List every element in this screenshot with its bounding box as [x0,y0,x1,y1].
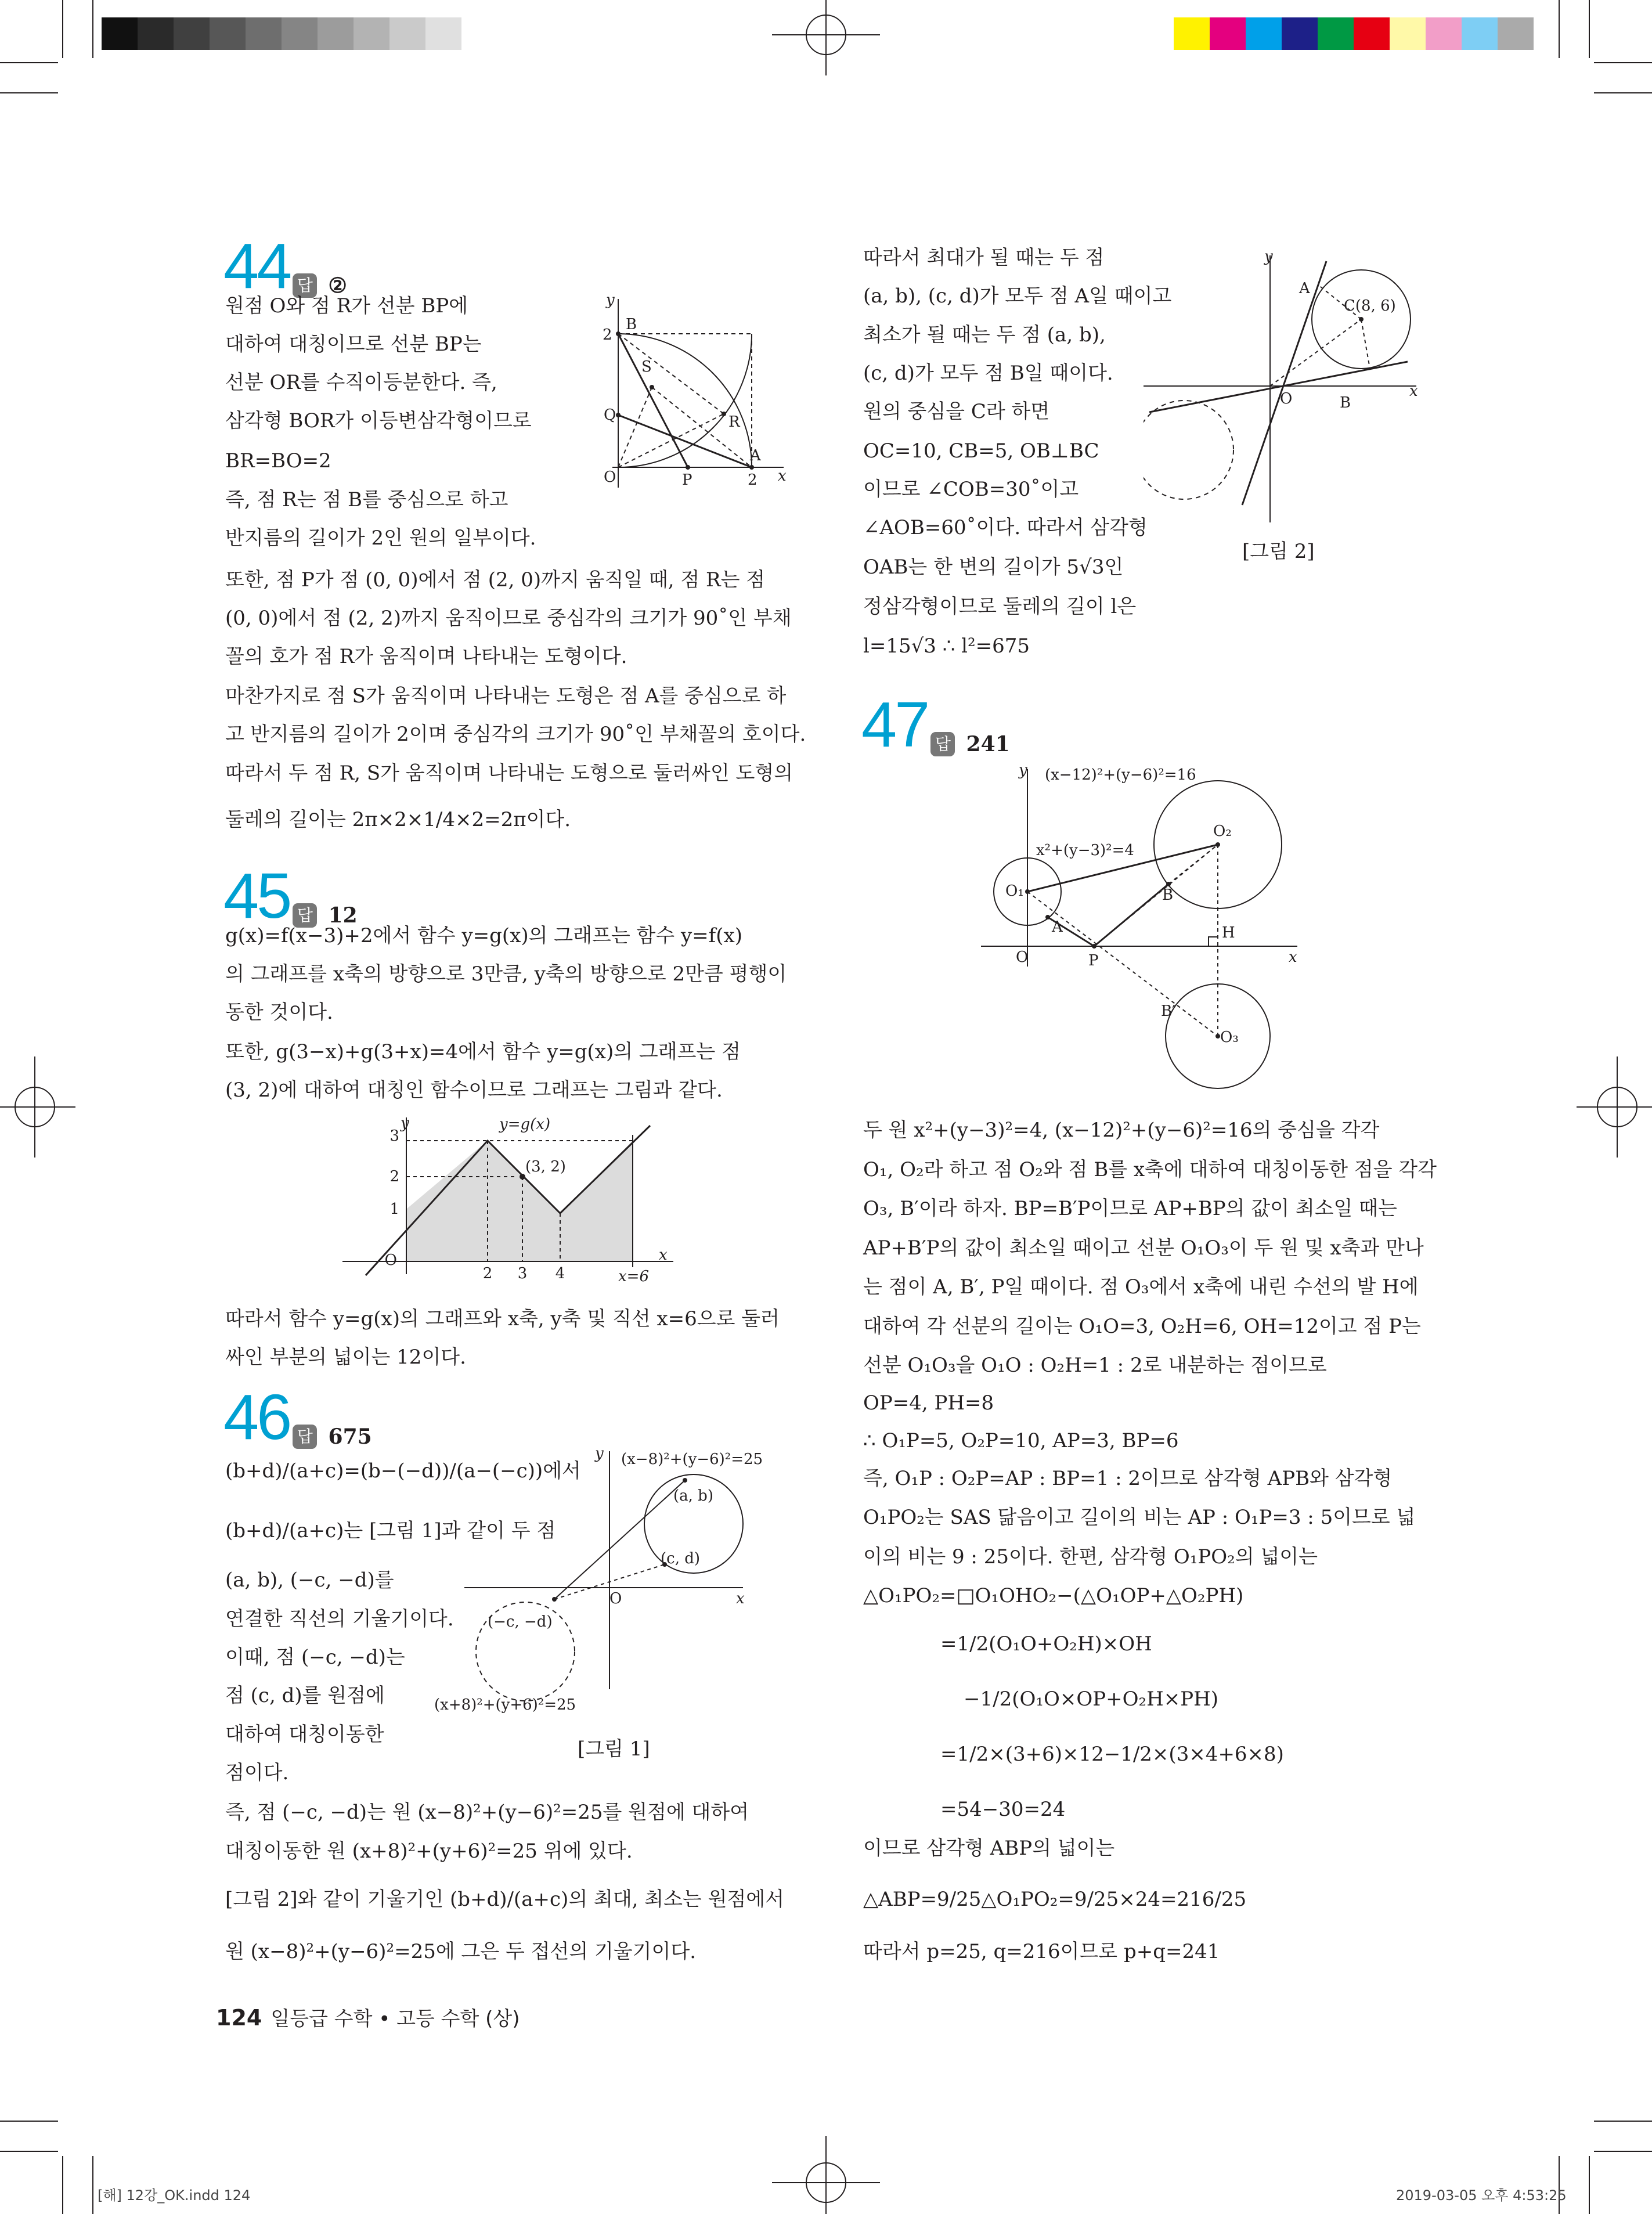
label-point: (3, 2) [525,1158,566,1175]
p46-right-line: 정삼각형이므로 둘레의 길이 l은 [863,595,1137,618]
problem-number: 44 [223,230,290,302]
p47-line: △ABP=9/25△O₁PO₂=9/25×24=216/25 [863,1888,1247,1911]
figure-47 [981,758,1318,1094]
p46-line: (b+d)/(a+c)는 [그림 1]과 같이 두 점 [225,1519,556,1542]
problem-number: 47 [861,689,928,760]
label-x: x [778,467,787,485]
problem-number: 45 [223,860,290,932]
p44-line: 원점 O와 점 R가 선분 BP에 [225,294,468,318]
figure-46-2 [1144,244,1428,534]
problem-number: 46 [223,1382,290,1453]
p45-line: (3, 2)에 대하여 대칭인 함수이므로 그래프는 그림과 같다. [225,1079,723,1102]
p46-right-line: 최소가 될 때는 두 점 (a, b), [863,323,1106,347]
p46-right-line: 원의 중심을 C라 하면 [863,400,1050,423]
figure-45 [342,1112,679,1286]
answer-value: ② [328,273,347,298]
p47-line: 두 원 x²+(y−3)²=4, (x−12)²+(y−6)²=16의 중심을 각각 [863,1119,1380,1142]
p47-line: △O₁PO₂=□O₁OHO₂−(△O₁OP+△O₂PH) [863,1584,1244,1607]
label-O: O [1280,390,1293,408]
answer-value: 241 [966,731,1010,756]
p44-line: 꼴의 호가 점 R가 움직이며 나타내는 도형이다. [225,645,627,668]
answer-badge: 답 [293,903,317,928]
label-O: O [604,468,616,486]
p44-line: 따라서 두 점 R, S가 움직이며 나타내는 도형으로 둘러싸인 도형의 [225,762,793,785]
label-2y: 2 [603,326,612,344]
timestamp: 2019-03-05 오후 4:53:25 [1396,2187,1567,2204]
p47-line: AP+B′P의 값이 최소일 때이고 선분 O₁O₃이 두 원 및 x축과 만나 [863,1236,1424,1260]
label-y: y [1019,762,1027,779]
p47-line: 즉, O₁P : O₂P=AP : BP=1 : 2이므로 삼각형 APB와 삼각형 [863,1467,1393,1490]
p44-line: 고 반지름의 길이가 2이며 중심각의 크기가 90˚인 부채꼴의 호이다. [225,723,806,746]
label-B: B [1162,886,1174,904]
p46-line: 대하여 대칭이동한 [225,1723,384,1746]
tick-x3: 3 [517,1265,528,1282]
label-y: y [1264,248,1273,265]
label-x: x [1409,383,1418,400]
label-O3: O₃ [1220,1029,1239,1046]
label-B: B [626,316,637,333]
p45-line: 따라서 함수 y=g(x)의 그래프와 x축, y축 및 직선 x=6으로 둘러 [225,1307,780,1330]
p47-line: ∴ O₁P=5, O₂P=10, AP=3, BP=6 [863,1429,1179,1452]
problem-47-header [861,688,1010,762]
p46-right-line: ∠AOB=60˚이다. 따라서 삼각형 [863,516,1148,539]
arc-S [618,334,752,467]
p44-line: 즉, 점 R는 점 B를 중심으로 하고 [225,488,508,511]
p45-line: g(x)=f(x−3)+2에서 함수 y=g(x)의 그래프는 함수 y=f(x) [225,924,742,947]
p44-line: 반지름의 길이가 2인 원의 일부이다. [225,527,536,550]
label-2x: 2 [748,471,758,489]
p44-line: 선분 OR를 수직이등분한다. 즉, [225,371,497,394]
p45-line: 의 그래프를 x축의 방향으로 3만큼, y축의 방향으로 2만큼 평행이 [225,962,787,986]
figure-44 [586,287,795,496]
label-P: P [1088,952,1099,969]
arc-R [618,334,752,467]
p46-line: 점 (c, d)를 원점에 [225,1684,385,1707]
p47-line: OP=4, PH=8 [863,1391,994,1415]
p46-right-line: 이므로 ∠COB=30˚이고 [863,478,1079,501]
p46-right-line: OAB는 한 변의 길이가 5√3인 [863,556,1124,579]
p44-line: 마찬가지로 점 S가 움직이며 나타내는 도형은 점 A를 중심으로 하 [225,684,787,708]
p46-line: 이때, 점 (−c, −d)는 [225,1646,405,1669]
answer-badge: 답 [293,1425,317,1449]
p47-line: 이의 비는 9 : 25이다. 한편, 삼각형 O₁PO₂의 넓이는 [863,1545,1318,1568]
p46-line: 원 (x−8)²+(y−6)²=25에 그은 두 접선의 기울기이다. [225,1940,696,1963]
p46-right-line: OC=10, CB=5, OB⊥BC [863,439,1099,463]
file-name: [해] 12강_OK.indd 124 [98,2187,251,2204]
answer-badge: 답 [930,732,955,756]
answer-value: 675 [328,1424,372,1449]
p47-line: O₁PO₂는 SAS 닮음이고 길이의 비는 AP : O₁P=3 : 5이므로 넓 [863,1506,1416,1529]
p46-right-line: 따라서 최대가 될 때는 두 점 [863,246,1105,269]
p47-line: O₃, B′이라 하자. BP=B′P이므로 AP+BP의 값이 최소일 때는 [863,1197,1397,1220]
label-eq-big: (x−12)²+(y−6)²=16 [1045,766,1196,784]
p46-line: [그림 2]와 같이 기울기인 (b+d)/(a+c)의 최대, 최소는 원점에서 [225,1888,784,1911]
p47-line: =54−30=24 [940,1798,1066,1821]
label-A: A [750,447,761,464]
tangent-A [1242,261,1326,505]
tick-3: 3 [389,1127,399,1145]
label-y: y [401,1115,409,1132]
label-O2: O₂ [1213,823,1232,840]
p45-line: 또한, g(3−x)+g(3+x)=4에서 함수 y=g(x)의 그래프는 점 [225,1040,741,1063]
dashed-OS [618,387,652,467]
p47-line: =1/2×(3+6)×12−1/2×(3×4+6×8) [940,1743,1284,1766]
p44-line: 또한, 점 P가 점 (0, 0)에서 점 (2, 0)까지 움직일 때, 점 R는 점 [225,568,766,592]
label-y: y [606,291,615,309]
tick-x4: 4 [555,1265,565,1282]
figure-46-1-caption: [그림 1] [578,1737,650,1761]
figure-46-2-caption: [그림 2] [1242,540,1315,563]
tick-2: 2 [389,1168,399,1185]
problem-46-header [223,1380,372,1454]
label-A: A [1052,918,1063,936]
p46-line: 점이다. [225,1761,289,1784]
tick-1: 1 [389,1200,399,1218]
label-func: y=g(x) [499,1116,551,1133]
label-eq2: (x+8)²+(y+6)²=25 [434,1696,576,1714]
label-x: x [1289,949,1297,966]
p44-line: 대하여 대칭이므로 선분 BP는 [225,333,482,356]
label-A: A [1299,280,1310,297]
p44-line: BR=BO=2 [225,449,331,473]
label-O1: O₁ [1005,882,1024,900]
label-ab: (a, b) [673,1487,713,1505]
label-O: O [609,1590,622,1607]
label-Bp: B′ [1161,1003,1176,1020]
p44-line: 둘레의 길이는 2π×2×1/4×2=2π이다. [225,808,571,831]
label-H: H [1222,924,1235,942]
label-eq1: (x−8)²+(y−6)²=25 [621,1451,763,1468]
p47-line: 는 점이 A, B′, P일 때이다. 점 O₃에서 x축에 내린 수선의 발 H에 [863,1275,1419,1299]
label-B: B [1340,394,1351,412]
shaded-region [406,1141,633,1261]
p47-line: 선분 O₁O₃을 O₁O : O₂H=1 : 2로 내분하는 점이므로 [863,1354,1327,1377]
page-number: 124 [216,2005,262,2031]
p46-right-line: (c, d)가 모두 점 B일 때이다. [863,362,1113,385]
label-O: O [384,1252,397,1269]
circle-reflected [1144,401,1233,499]
answer-value: 12 [328,903,358,928]
label-mcd: (−c, −d) [488,1613,553,1631]
p44-line: (0, 0)에서 점 (2, 2)까지 움직이므로 중심각의 크기가 90˚인 부채 [225,607,792,630]
label-O: O [1016,949,1029,966]
tick-x2: 2 [482,1265,493,1282]
answer-badge: 답 [293,273,317,298]
book-title: 일등급 수학 • 고등 수학 (상) [270,2007,520,2031]
label-y: y [595,1445,604,1462]
label-S: S [641,358,652,376]
p46-fraction-line: (b+d)/(a+c)=(b−(−d))/(a−(−c))에서 [225,1459,581,1483]
p47-line: O₁, O₂라 하고 점 O₂와 점 B를 x축에 대하여 대칭이동한 점을 각각 [863,1158,1437,1181]
p46-line: 연결한 직선의 기울기이다. [225,1607,454,1631]
p44-line: 삼각형 BOR가 이등변삼각형이므로 [225,409,532,432]
segment-BP [618,334,688,467]
p46-right-line: (a, b), (c, d)가 모두 점 A일 때이고 [863,284,1172,308]
label-x: x [659,1246,668,1264]
figure-46-1 [430,1445,801,1771]
p47-line: 대하여 각 선분의 길이는 O₁O=3, O₂H=6, OH=12이고 점 P는 [863,1315,1421,1338]
label-R: R [728,413,740,431]
label-cd: (c, d) [661,1550,701,1567]
label-x: x [736,1590,745,1607]
p45-line: 동한 것이다. [225,1001,333,1024]
page-footer [216,2003,520,2031]
p45-line: 싸인 부분의 넓이는 12이다. [225,1346,466,1369]
p46-line: (a, b), (−c, −d)를 [225,1568,394,1592]
tangent-B [1149,362,1408,412]
p47-line: −1/2(O₁O×OP+O₂H×PH) [964,1687,1219,1711]
p46-line: 대칭이동한 원 (x+8)²+(y+6)²=25 위에 있다. [225,1840,633,1863]
label-eq-small: x²+(y−3)²=4 [1036,842,1134,859]
label-P: P [682,471,692,489]
p47-line: 따라서 p=25, q=216이므로 p+q=241 [863,1940,1220,1963]
p47-line: =1/2(O₁O+O₂H)×OH [940,1632,1152,1656]
p46-right-line: l=15√3 ∴ l²=675 [863,634,1030,658]
p47-line: 이므로 삼각형 ABP의 넓이는 [863,1837,1115,1860]
label-C: C(8, 6) [1344,297,1396,315]
label-x6: x=6 [618,1268,649,1285]
label-Q: Q [604,406,616,424]
line-ab [554,1480,685,1599]
p46-line: 즉, 점 (−c, −d)는 원 (x−8)²+(y−6)²=25를 원점에 대하여 [225,1801,749,1824]
